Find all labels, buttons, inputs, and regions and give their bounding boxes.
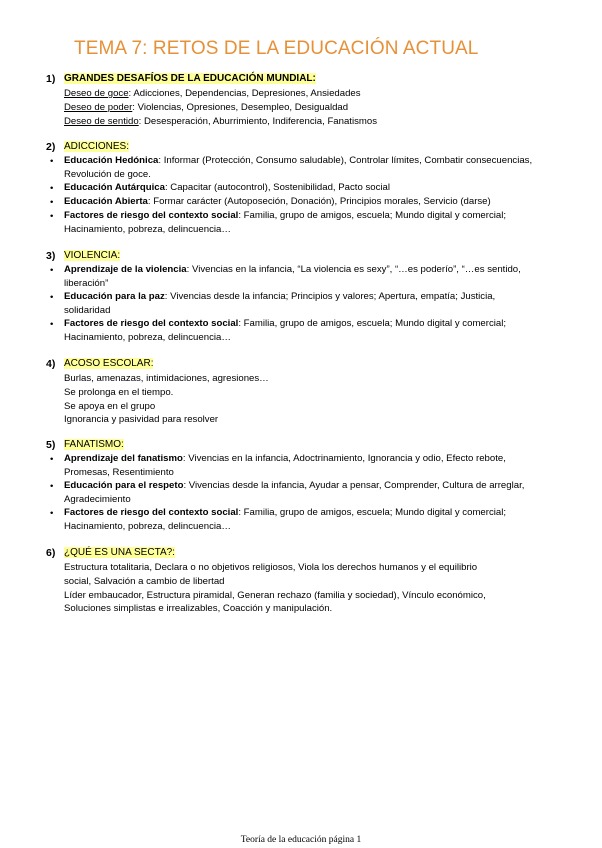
bullet-icon: • — [50, 454, 54, 465]
section-number: 3) — [46, 250, 56, 262]
item-text: : Vivencias desde la infancia, Ayudar a pensar, Comprender, Cultura de arreglar, Agradecimiento — [64, 480, 525, 505]
line-text: : Desesperación, Aburrimiento, Indiferencia, Fanatismos — [138, 116, 378, 127]
section-number: 2) — [46, 141, 56, 153]
item-label: Aprendizaje de la violencia — [64, 264, 187, 275]
list-item — [64, 195, 534, 209]
item-text: : Vivencias en la infancia, “La violencia es sexy”, “…es poderío”, “…es sentido, liberación” — [64, 264, 521, 289]
page-footer: Teoría de la educación página 1 — [240, 835, 362, 845]
item-label: Educación Abierta — [64, 196, 148, 207]
line-label: Deseo de goce — [64, 88, 129, 99]
section-heading: VIOLENCIA: — [64, 250, 121, 261]
text-line — [64, 101, 348, 114]
text-line: Burlas, amenazas, intimidaciones, agresiones… — [64, 373, 269, 384]
line-label: Deseo de sentido — [64, 116, 139, 127]
item-text: : Informar (Protección, Consumo saludable), Controlar límites, Combatir consecuencias, Revolución de goce. — [64, 155, 533, 180]
list-item — [64, 317, 534, 345]
list-item — [64, 452, 534, 480]
section-number: 4) — [46, 358, 56, 370]
bullet-icon: • — [50, 183, 54, 194]
item-label: Factores de riesgo del contexto social — [64, 210, 239, 221]
text-line — [64, 87, 361, 100]
list-item — [64, 263, 534, 291]
section-number: 1) — [46, 73, 56, 85]
bullet-icon: • — [50, 211, 54, 222]
section-heading: ¿QUÉ ES UNA SECTA?: — [64, 547, 175, 558]
item-text: : Capacitar (autocontrol), Sostenibilidad, Pacto social — [164, 182, 390, 193]
item-text: : Familia, grupo de amigos, escuela; Mundo digital y comercial; Hacinamiento, pobreza, delincuencia… — [64, 318, 507, 343]
bullet-icon: • — [50, 292, 54, 303]
list-item — [64, 506, 534, 534]
line-text: : Adicciones, Dependencias, Depresiones, Ansiedades — [128, 88, 361, 99]
bullet-icon: • — [50, 508, 54, 519]
item-label: Educación para la paz — [64, 291, 165, 302]
item-label: Factores de riesgo del contexto social — [64, 507, 239, 518]
item-label: Aprendizaje del fanatismo — [64, 453, 183, 464]
line-text: : Violencias, Opresiones, Desempleo, Desigualdad — [132, 102, 349, 113]
text-line: Se prolonga en el tiempo. — [64, 387, 174, 398]
text-line: Soluciones simplistas e irrealizables, Coacción y manipulación. — [64, 603, 333, 614]
text-line: Se apoya en el grupo — [64, 401, 156, 412]
bullet-icon: • — [50, 197, 54, 208]
list-item — [64, 181, 534, 195]
item-label: Educación Hedónica — [64, 155, 159, 166]
item-label: Factores de riesgo del contexto social — [64, 318, 239, 329]
text-line: Estructura totalitaria, Declara o no objetivos religiosos, Viola los derechos humanos y el equilibrio — [64, 562, 478, 573]
section-heading: GRANDES DESAFÍOS DE LA EDUCACIÓN MUNDIAL: — [64, 73, 316, 84]
item-text: : Familia, grupo de amigos, escuela; Mundo digital y comercial; Hacinamiento, pobreza, delincuencia… — [64, 210, 507, 235]
text-line: Ignorancia y pasividad para resolver — [64, 414, 219, 425]
section-number: 6) — [46, 547, 56, 559]
item-text: : Vivencias desde la infancia; Principios y valores; Apertura, empatía; Justicia, solidaridad — [64, 291, 496, 316]
bullet-icon: • — [50, 265, 54, 276]
page-title: TEMA 7: RETOS DE LA EDUCACIÓN ACTUAL — [74, 38, 479, 59]
list-item — [64, 154, 534, 182]
item-label: Educación Autárquica — [64, 182, 165, 193]
item-label: Educación para el respeto — [64, 480, 184, 491]
bullet-icon: • — [50, 319, 54, 330]
line-label: Deseo de poder — [64, 102, 133, 113]
section-number: 5) — [46, 439, 56, 451]
text-line — [64, 115, 377, 128]
list-item — [64, 479, 534, 507]
bullet-icon: • — [50, 156, 54, 167]
text-line: social, Salvación a cambio de libertad — [64, 576, 225, 587]
bullet-icon: • — [50, 481, 54, 492]
item-text: : Familia, grupo de amigos, escuela; Mundo digital y comercial; Hacinamiento, pobreza, delincuencia… — [64, 507, 507, 532]
item-text: : Vivencias en la infancia, Adoctrinamiento, Ignorancia y odio, Efecto rebote, Promesas, Resentimiento — [64, 453, 506, 478]
list-item — [64, 209, 534, 237]
list-item — [64, 290, 534, 318]
text-line: Líder embaucador, Estructura piramidal, Generan rechazo (familia y sociedad), Vínculo económico, — [64, 590, 486, 601]
section-heading: ACOSO ESCOLAR: — [64, 358, 154, 369]
section-heading: FANATISMO: — [64, 439, 124, 450]
section-heading: ADICCIONES: — [64, 141, 130, 152]
item-text: : Formar carácter (Autoposeción, Donación), Principios morales, Servicio (darse) — [147, 196, 491, 207]
